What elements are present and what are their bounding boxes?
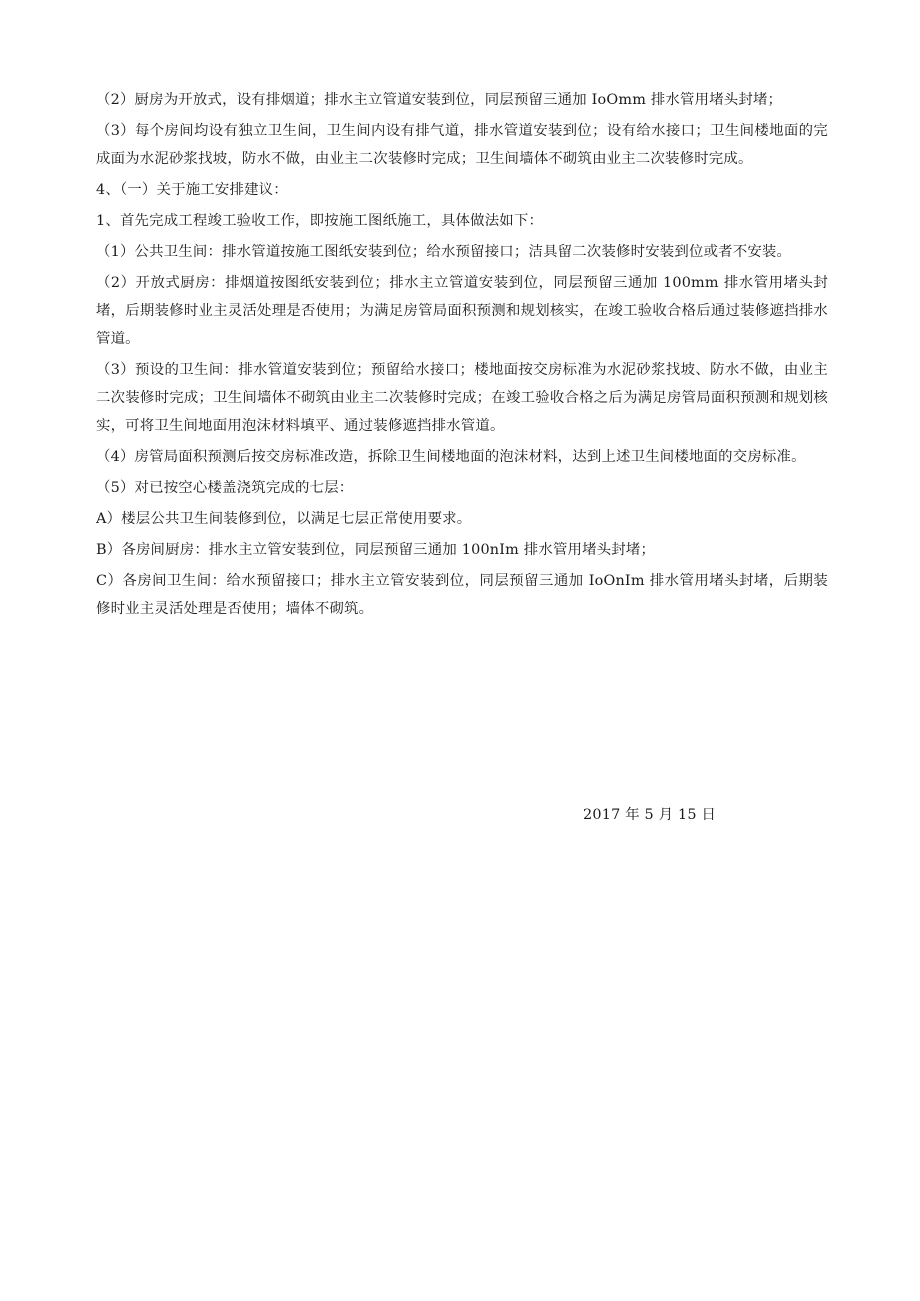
document-date: 2017 年 5 月 15 日 bbox=[583, 807, 717, 823]
paragraph-room-bathroom: （3）每个房间均设有独立卫生间，卫生间内设有排气道，排水管道安装到位；设有给水接口；卫生间楼地面的完成面为水泥砂浆找坡，防水不做，由业主二次装修时完成；卫生间墙体不砌筑由业主二次装修时完成。 bbox=[96, 123, 828, 167]
paragraph-step-one: 1、首先完成工程竣工验收工作，即按施工图纸施工，具体做法如下： bbox=[96, 213, 544, 229]
paragraph-seventh-floor: （5）对已按空心楼盖浇筑完成的七层： bbox=[96, 480, 354, 496]
paragraph-item-a: A）楼层公共卫生间装修到位，以满足七层正常使用要求。 bbox=[96, 511, 472, 527]
paragraph-renovation: （4）房管局面积预测后按交房标准改造，拆除卫生间楼地面的泡沫材料，达到上述卫生间楼地面的交房标准。 bbox=[96, 449, 806, 465]
paragraph-item-c: C）各房间卫生间：给水预留接口；排水主立管安装到位，同层预留三通加 IoOnIm 排水管用堵头封堵，后期装修时业主灵活处理是否使用；墙体不砌筑。 bbox=[96, 573, 828, 617]
paragraph-kitchen-open: （2）厨房为开放式，设有排烟道；排水主立管道安装到位，同层预留三通加 IoOmm 排水管用堵头封堵； bbox=[96, 92, 783, 108]
paragraph-preset-bathroom: （3）预设的卫生间：排水管道安装到位；预留给水接口；楼地面按交房标准为水泥砂浆找坡、防水不做，由业主二次装修时完成；卫生间墙体不砌筑由业主二次装修时完成；在竣工验收合格之后为满足房管局面积预测和规划核实，可将卫生间地面用泡沫材料填平、通过装修遮挡排水管道。 bbox=[96, 362, 828, 434]
paragraph-item-b: B）各房间厨房：排水主立管安装到位，同层预留三通加 100nIm 排水管用堵头封堵； bbox=[96, 542, 656, 558]
paragraph-public-toilet: （1）公共卫生间：排水管道按施工图纸安装到位；给水预留接口；洁具留二次装修时安装到位或者不安装。 bbox=[96, 244, 792, 260]
document-body bbox=[96, 86, 828, 626]
paragraph-open-kitchen: （2）开放式厨房：排烟道按图纸安装到位；排水主立管道安装到位，同层预留三通加 100mm 排水管用堵头封堵，后期装修时业主灵活处理是否使用；为满足房管局面积预测和规划核实，在竣工验收合格后通过装修遮挡排水管道。 bbox=[96, 275, 828, 347]
paragraph-section-heading: 4、（一）关于施工安排建议： bbox=[96, 182, 288, 198]
